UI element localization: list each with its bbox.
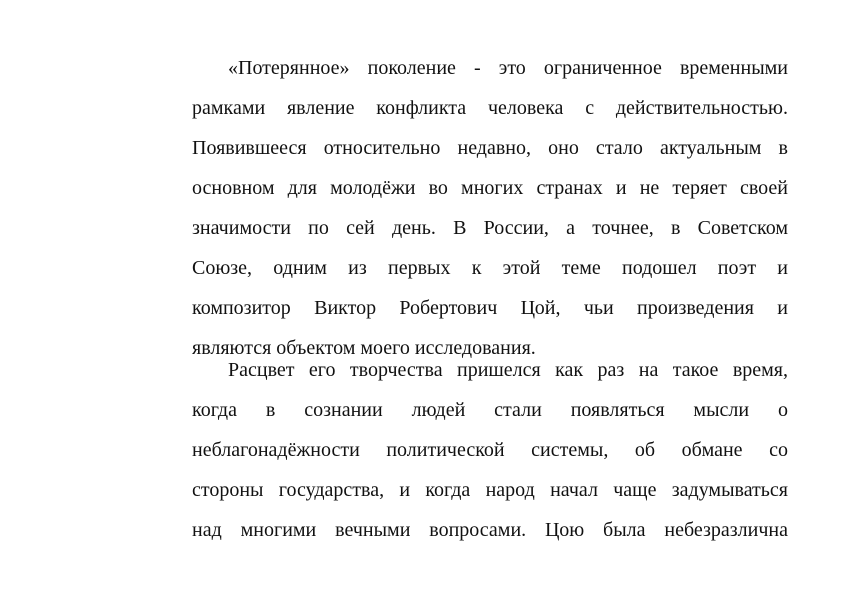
paragraph-2	[192, 350, 788, 550]
paragraph-line: композитор Виктор Робертович Цой, чьи произведения и	[192, 297, 788, 319]
paragraph-line: основном для молодёжи во многих странах и не теряет своей	[192, 177, 788, 199]
paragraph-line: являются объектом моего исследования.	[192, 337, 536, 359]
paragraph-line: Расцвет его творчества пришелся как раз на такое время,	[228, 359, 788, 381]
body-text	[192, 48, 788, 550]
paragraph-line: когда в сознании людей стали появляться мысли о	[192, 399, 788, 421]
paragraph-1	[192, 48, 788, 359]
paragraph-line: рамками явление конфликта человека с действительностью.	[192, 97, 788, 119]
paragraph-line: неблагонадёжности политической системы, об обмане со	[192, 439, 788, 461]
paragraph-line: над многими вечными вопросами. Цою была небезразлична	[192, 519, 788, 541]
paragraph-line: стороны государства, и когда народ начал чаще задумываться	[192, 479, 788, 501]
paragraph-line: «Потерянное» поколение - это ограниченное временными	[228, 57, 788, 79]
paragraph-line: значимости по сей день. В России, а точнее, в Советском	[192, 217, 788, 239]
paragraph-line: Союзе, одним из первых к этой теме подошел поэт и	[192, 257, 788, 279]
paragraph-line: Появившееся относительно недавно, оно стало актуальным в	[192, 137, 788, 159]
